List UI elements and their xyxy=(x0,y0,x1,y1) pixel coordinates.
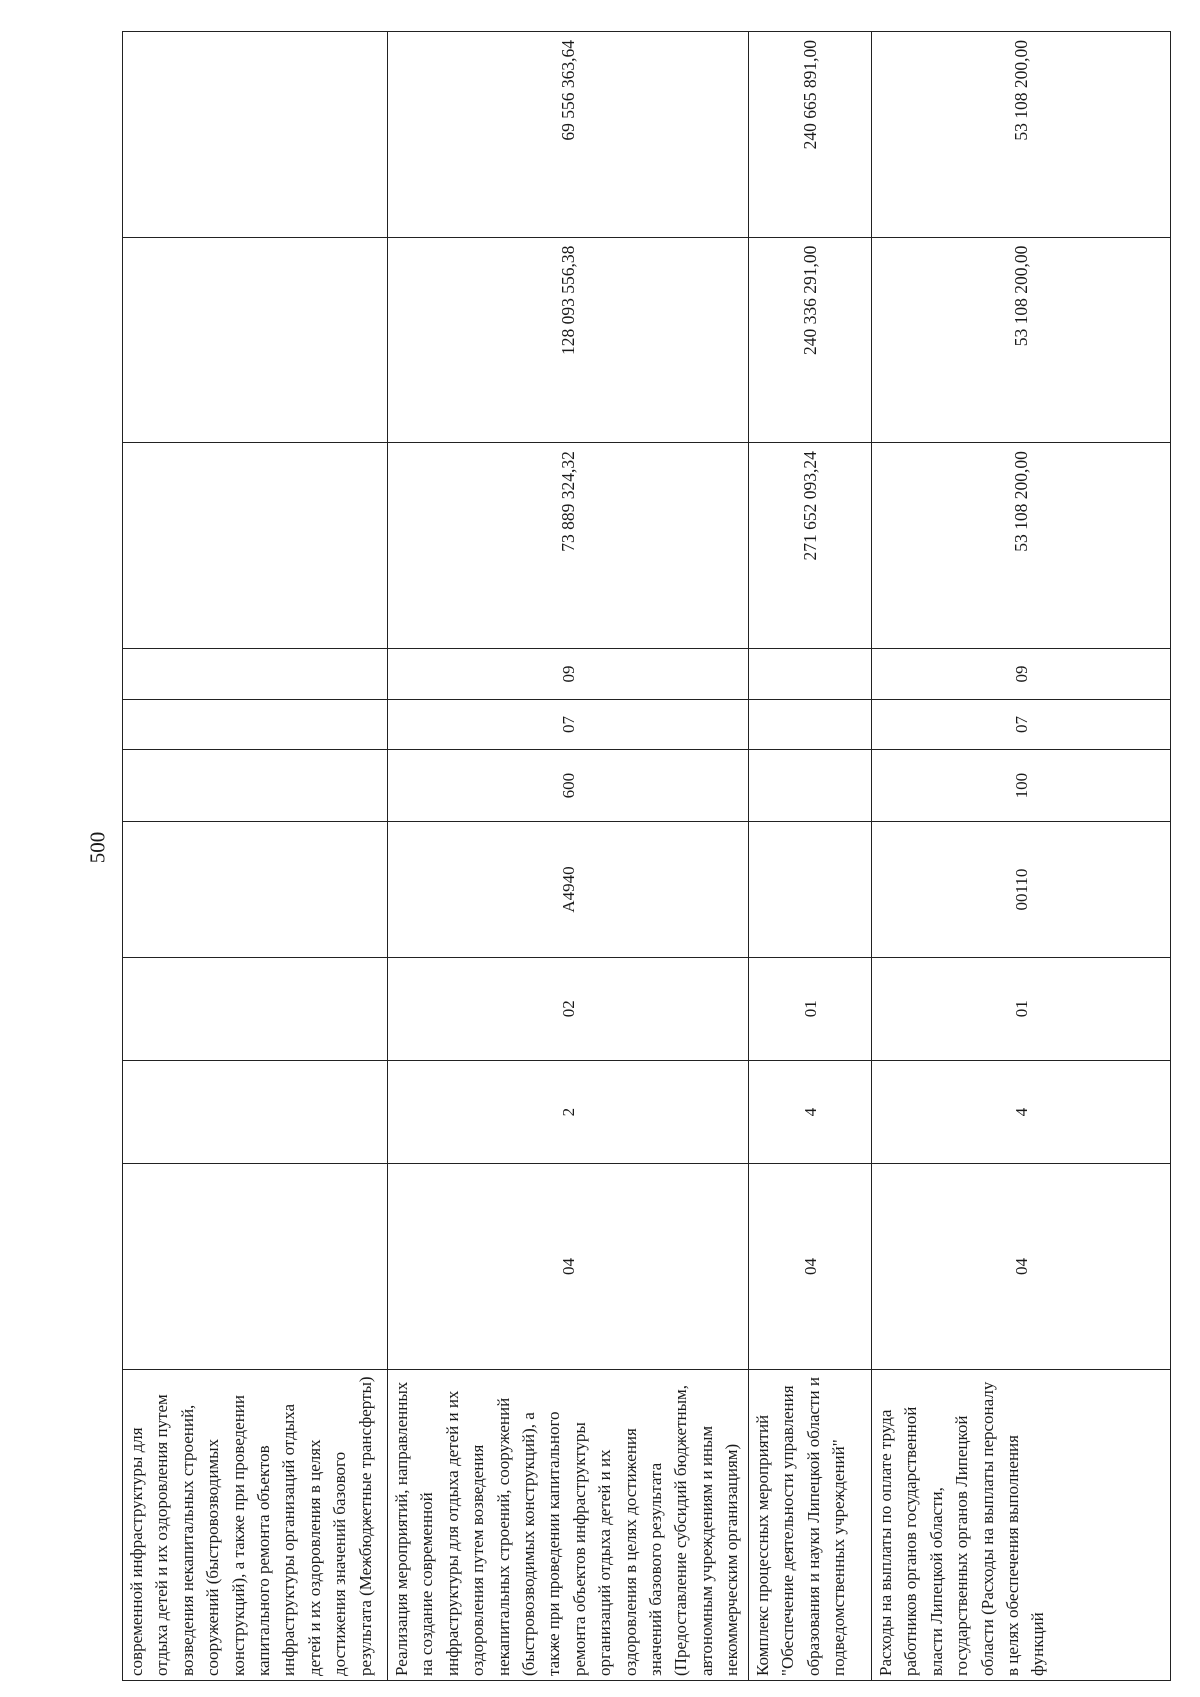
code-cell xyxy=(123,1060,388,1163)
code-cell: 4 xyxy=(749,1060,872,1163)
table-row xyxy=(123,32,388,1681)
row-name-cell: Расходы на выплаты по оплате труда работников органов государственной власти Липецкой области, государственных органов Липецкой области (Расходы на выплаты персоналу в целях обеспечения выполнения функций xyxy=(872,1369,1171,1680)
row-name-cell: современной инфраструктуры для отдыха детей и их оздоровления путем возведения некапитальных строений, сооружений (быстровозводимых конструкций), а также при проведении капитального ремонта объектов инфраструктуры организаций отдыха детей и их оздоровления в целях достижения значений базового результата (Межбюджетные трансферты) xyxy=(123,1369,388,1680)
amount-cell: 240 665 891,00 xyxy=(749,32,872,238)
code-cell xyxy=(123,1164,388,1370)
page-number: 500 xyxy=(85,831,110,864)
amount-cell xyxy=(123,32,388,238)
amount-cell: 53 108 200,00 xyxy=(872,443,1171,649)
code-cell xyxy=(749,822,872,957)
amount-cell: 69 556 363,64 xyxy=(388,32,749,238)
amount-cell: 53 108 200,00 xyxy=(872,237,1171,443)
code-cell: 04 xyxy=(872,1164,1171,1370)
row-name-cell: Реализация мероприятий, направленных на создание современной инфраструктуры для отдыха детей и их оздоровления путем возведения некапитальных строений, сооружений (быстровозводимых конструкций), а также при проведении капитального ремонта объектов инфраструктуры организаций отдыха детей и их оздоровления в целях достижения значений базового результата (Предоставление субсидий бюджетным, автономным учреждениям и иным некоммерческим организациям) xyxy=(388,1369,749,1680)
amount-cell: 53 108 200,00 xyxy=(872,32,1171,238)
code-cell xyxy=(123,749,388,822)
amount-cell: 73 889 324,32 xyxy=(388,443,749,649)
code-cell: А4940 xyxy=(388,822,749,957)
amount-cell xyxy=(123,443,388,649)
amount-cell: 128 093 556,38 xyxy=(388,237,749,443)
code-cell: 00110 xyxy=(872,822,1171,957)
code-cell: 07 xyxy=(388,700,749,749)
code-cell xyxy=(123,648,388,700)
code-cell xyxy=(749,648,872,700)
code-cell: 01 xyxy=(872,957,1171,1060)
row-name-cell: Комплекс процессных мероприятий "Обеспечение деятельности управления образования и науки Липецкой области и подведомственных учреждений" xyxy=(749,1369,872,1680)
amount-cell xyxy=(123,237,388,443)
code-cell: 07 xyxy=(872,700,1171,749)
code-cell xyxy=(123,957,388,1060)
table-row xyxy=(872,32,1171,1681)
table-row xyxy=(749,32,872,1681)
code-cell: 2 xyxy=(388,1060,749,1163)
code-cell: 04 xyxy=(749,1164,872,1370)
table-row xyxy=(388,32,749,1681)
code-cell: 04 xyxy=(388,1164,749,1370)
amount-cell: 240 336 291,00 xyxy=(749,237,872,443)
code-cell: 4 xyxy=(872,1060,1171,1163)
code-cell: 600 xyxy=(388,749,749,822)
code-cell: 09 xyxy=(388,648,749,700)
amount-cell: 271 652 093,24 xyxy=(749,443,872,649)
code-cell: 09 xyxy=(872,648,1171,700)
table-wrapper xyxy=(122,31,1158,1681)
code-cell xyxy=(749,749,872,822)
code-cell: 01 xyxy=(749,957,872,1060)
code-cell xyxy=(749,700,872,749)
code-cell xyxy=(123,822,388,957)
code-cell: 100 xyxy=(872,749,1171,822)
code-cell: 02 xyxy=(388,957,749,1060)
budget-table xyxy=(122,31,1171,1681)
code-cell xyxy=(123,700,388,749)
